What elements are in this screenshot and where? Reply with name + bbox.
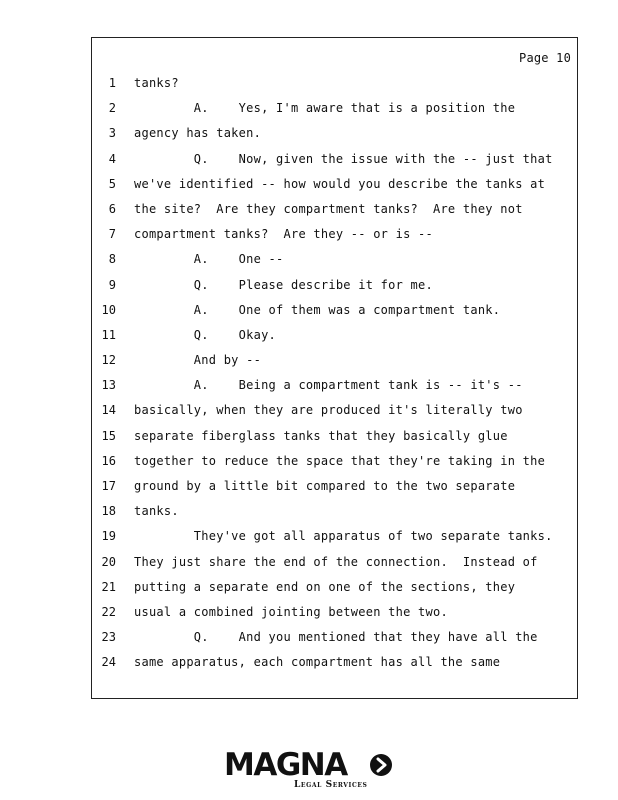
transcript-line bbox=[92, 298, 577, 323]
transcript-line bbox=[92, 172, 577, 197]
line-text: same apparatus, each compartment has all the same bbox=[134, 655, 501, 670]
line-text: the site? Are they compartment tanks? Are they not bbox=[134, 201, 523, 216]
transcript-line bbox=[92, 71, 577, 96]
transcript-line bbox=[92, 197, 577, 222]
transcript-line bbox=[92, 121, 577, 146]
transcript-line bbox=[92, 247, 577, 272]
transcript-line bbox=[92, 147, 577, 172]
line-number: 17 bbox=[101, 479, 116, 493]
line-text: A. One of them was a compartment tank. bbox=[134, 302, 501, 317]
line-number: 8 bbox=[108, 252, 116, 267]
transcript-line bbox=[92, 550, 577, 575]
logo-wordmark: MAGNA bbox=[224, 747, 347, 783]
transcript-page bbox=[91, 37, 578, 699]
line-text: A. Yes, I'm aware that is a position the bbox=[134, 101, 516, 116]
line-text: A. One -- bbox=[134, 252, 284, 267]
line-text: putting a separate end on one of the sections, they bbox=[134, 579, 516, 594]
transcript-line bbox=[92, 373, 577, 398]
transcript-line bbox=[92, 650, 577, 675]
line-number: 14 bbox=[101, 403, 116, 418]
arrow-circle-icon bbox=[370, 754, 392, 776]
line-number: 3 bbox=[108, 126, 116, 141]
line-text: They've got all apparatus of two separate tanks. bbox=[134, 529, 553, 544]
line-number: 19 bbox=[101, 529, 116, 544]
line-text: agency has taken. bbox=[134, 126, 262, 141]
line-number: 11 bbox=[101, 327, 116, 342]
line-number: 12 bbox=[101, 353, 116, 368]
line-number: 5 bbox=[108, 176, 116, 191]
transcript-line bbox=[92, 96, 577, 121]
line-text: we've identified -- how would you describe the tanks at bbox=[134, 176, 546, 191]
line-text: And by -- bbox=[134, 353, 262, 368]
line-number: 4 bbox=[108, 151, 116, 166]
transcript-line bbox=[92, 273, 577, 298]
line-text: tanks. bbox=[134, 504, 179, 519]
line-text: compartment tanks? Are they -- or is -- bbox=[134, 227, 433, 242]
line-number: 24 bbox=[101, 655, 116, 670]
line-text: together to reduce the space that they're taking in the bbox=[134, 453, 546, 468]
line-text: Q. Please describe it for me. bbox=[134, 277, 433, 292]
line-text: basically, when they are produced it's literally two bbox=[134, 403, 523, 418]
line-text: Q. And you mentioned that they have all the bbox=[134, 630, 538, 645]
page-number: Page 10 bbox=[519, 51, 571, 65]
transcript-line bbox=[92, 625, 577, 650]
line-number: 9 bbox=[108, 277, 116, 292]
line-number: 10 bbox=[101, 302, 116, 317]
line-number: 22 bbox=[101, 604, 116, 619]
line-number: 23 bbox=[101, 630, 116, 645]
line-number: 7 bbox=[108, 227, 116, 242]
line-number: 21 bbox=[101, 579, 116, 594]
line-text: separate fiberglass tanks that they basically glue bbox=[134, 428, 508, 443]
transcript-line bbox=[92, 222, 577, 247]
transcript-line bbox=[92, 575, 577, 600]
transcript-line bbox=[92, 600, 577, 625]
line-number: 16 bbox=[101, 453, 116, 468]
transcript-line bbox=[92, 348, 577, 373]
line-text: A. Being a compartment tank is -- it's -- bbox=[134, 378, 523, 393]
line-number: 1 bbox=[108, 76, 116, 90]
line-number: 6 bbox=[108, 201, 116, 216]
line-text: Q. Now, given the issue with the -- just that bbox=[134, 151, 553, 166]
transcript-lines bbox=[92, 71, 577, 676]
line-text: They just share the end of the connection. Instead of bbox=[134, 554, 538, 569]
line-number: 18 bbox=[101, 504, 116, 519]
transcript-line bbox=[92, 424, 577, 449]
line-number: 15 bbox=[101, 428, 116, 443]
transcript-line bbox=[92, 449, 577, 474]
transcript-line bbox=[92, 323, 577, 348]
line-text: ground by a little bit compared to the two separate bbox=[134, 479, 516, 493]
line-text: usual a combined jointing between the two. bbox=[134, 604, 448, 619]
transcript-line bbox=[92, 524, 577, 549]
line-text: Q. Okay. bbox=[134, 327, 277, 342]
magna-logo bbox=[224, 748, 394, 794]
line-text: tanks? bbox=[134, 76, 179, 90]
line-number: 20 bbox=[101, 554, 116, 569]
line-number: 2 bbox=[108, 101, 116, 116]
transcript-line bbox=[92, 499, 577, 524]
line-number: 13 bbox=[101, 378, 116, 393]
transcript-line bbox=[92, 398, 577, 423]
logo-tagline: Legal Services bbox=[294, 780, 368, 790]
transcript-line bbox=[92, 474, 577, 499]
